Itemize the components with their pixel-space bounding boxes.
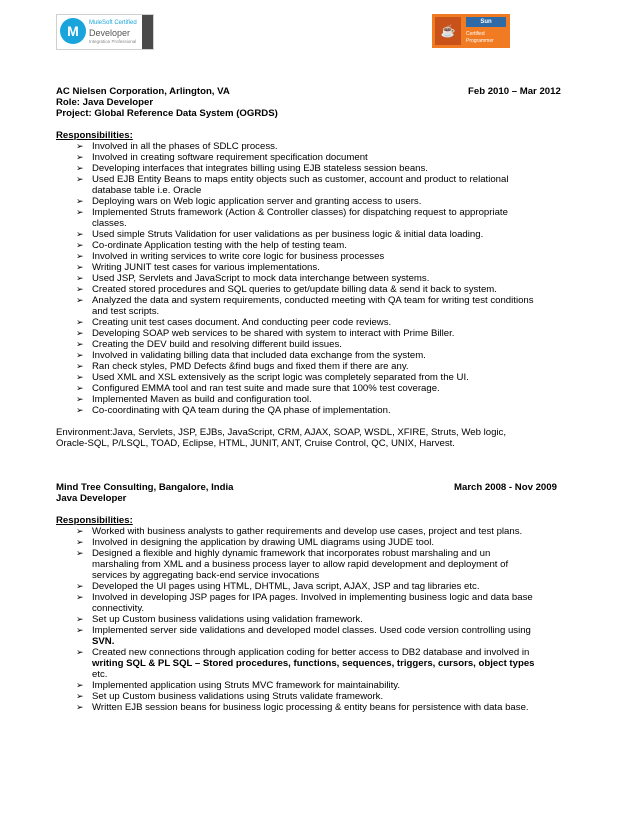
job1-responsibilities-heading: Responsibilities: — [56, 130, 133, 141]
bullet-arrow-icon: ➢ — [76, 328, 84, 338]
logo-left-sidebar — [142, 15, 153, 49]
list-item: Configured EMMA tool and ran test suite and made sure that 100% test coverage. — [92, 383, 440, 394]
list-item: Written EJB session beans for business logic processing & entity beans for persistence with data base. — [92, 702, 529, 713]
list-item: Developed the UI pages using HTML, DHTML, Java script, AJAX, JSP and tag libraries etc. — [92, 581, 480, 592]
list-item: Co-ordinate Application testing with the help of testing team. — [92, 240, 347, 251]
list-item: Used XML and XSL extensively as the script logic was completely separated from the UI. — [92, 372, 469, 383]
list-item: Involved in all the phases of SDLC process. — [92, 141, 278, 152]
list-item-continuation: SVN. — [92, 636, 115, 647]
job2-responsibilities-heading: Responsibilities: — [56, 515, 133, 526]
list-item: Involved in creating software requirement specification document — [92, 152, 368, 163]
list-item: Ran check styles, PMD Defects &find bugs and fixed them if there are any. — [92, 361, 409, 372]
list-item: Analyzed the data and system requirements, conducted meeting with QA team for writing test conditions — [92, 295, 534, 306]
job2-company: Mind Tree Consulting, Bangalore, India — [56, 482, 234, 493]
list-item: Created new connections through application coding for better access to DB2 database and involved in — [92, 647, 530, 658]
list-item: Used EJB Entity Beans to maps entity objects such as customer, account and product to relational — [92, 174, 509, 185]
certification-logo-right — [432, 14, 510, 48]
logo-left-line3: Integration Professional — [89, 39, 137, 44]
list-item: Co-coordinating with QA team during the QA phase of implementation. — [92, 405, 391, 416]
bullet-arrow-icon: ➢ — [76, 680, 84, 690]
list-item: Used simple Struts Validation for user validations as per business logic & initial data loading. — [92, 229, 484, 240]
bullet-arrow-icon: ➢ — [76, 295, 84, 305]
bullet-arrow-icon: ➢ — [76, 207, 84, 217]
bullet-arrow-icon: ➢ — [76, 691, 84, 701]
logo-left-line1: MuleSoft Certified — [89, 20, 137, 26]
logo-left-line2: Developer — [89, 28, 131, 38]
list-item: Involved in developing JSP pages for IPA pages. Involved in implementing business logic and data base — [92, 592, 533, 603]
bullet-arrow-icon: ➢ — [76, 394, 84, 404]
list-item: Created stored procedures and SQL queries to get/update billing data & send it back to system. — [92, 284, 497, 295]
bullet-arrow-icon: ➢ — [76, 702, 84, 712]
bullet-arrow-icon: ➢ — [76, 229, 84, 239]
list-item: Set up Custom business validations using validation framework. — [92, 614, 363, 625]
bullet-arrow-icon: ➢ — [76, 273, 84, 283]
bullet-arrow-icon: ➢ — [76, 537, 84, 547]
bullet-arrow-icon: ➢ — [76, 141, 84, 151]
bullet-arrow-icon: ➢ — [76, 339, 84, 349]
java-cup-icon: ☕ — [435, 17, 461, 45]
bullet-arrow-icon: ➢ — [76, 262, 84, 272]
list-item: Creating the DEV build and resolving different build issues. — [92, 339, 342, 350]
bullet-arrow-icon: ➢ — [76, 251, 84, 261]
job1-dates: Feb 2010 – Mar 2012 — [468, 86, 561, 97]
list-item: Set up Custom business validations using Struts validate framework. — [92, 691, 384, 702]
bullet-arrow-icon: ➢ — [76, 350, 84, 360]
bullet-arrow-icon: ➢ — [76, 163, 84, 173]
job1-environment-line1: Environment:Java, Servlets, JSP, EJBs, JavaScript, CRM, AJAX, SOAP, WSDL, XFIRE, Struts, Web logic, — [56, 427, 506, 438]
job1-company: AC Nielsen Corporation, Arlington, VA — [56, 86, 230, 97]
list-item-continuation: and test scripts. — [92, 306, 160, 317]
bullet-arrow-icon: ➢ — [76, 526, 84, 536]
bullet-arrow-icon: ➢ — [76, 372, 84, 382]
list-item: Involved in validating billing data that included data exchange from the system. — [92, 350, 426, 361]
bullet-arrow-icon: ➢ — [76, 240, 84, 250]
list-item-continuation: classes. — [92, 218, 127, 229]
list-item: Implemented Struts framework (Action & Controller classes) for dispatching request to appropriate — [92, 207, 508, 218]
job1-role: Role: Java Developer — [56, 97, 154, 108]
list-item-continuation: database table i.e. Oracle — [92, 185, 202, 196]
list-item: Designed a flexible and highly dynamic framework that incorporates robust marshaling and un — [92, 548, 491, 559]
list-item: Developing interfaces that integrates billing using EJB stateless session beans. — [92, 163, 428, 174]
list-item-continuation: marshaling from XML and a business process layer to allow rapid development and deployment of — [92, 559, 509, 570]
list-item: Implemented Maven as build and configuration tool. — [92, 394, 312, 405]
bullet-arrow-icon: ➢ — [76, 361, 84, 371]
logo-right-text: Certified Programmer — [466, 31, 494, 44]
certification-logo-left — [56, 14, 154, 50]
job1-environment-line2: Oracle-SQL, P/LSQL, TOAD, Eclipse, HTML, JUNIT, ANT, Cruise Control, QC, UNIX, Harvest. — [56, 438, 455, 449]
list-item: Developing SOAP web services to be shared with system to interact with Prime Biller. — [92, 328, 455, 339]
bullet-arrow-icon: ➢ — [76, 548, 84, 558]
job2-dates: March 2008 - Nov 2009 — [454, 482, 557, 493]
list-item: Implemented application using Struts MVC framework for maintainability. — [92, 680, 401, 691]
bullet-arrow-icon: ➢ — [76, 592, 84, 602]
list-item: Creating unit test cases document. And conducting peer code reviews. — [92, 317, 392, 328]
list-item: Involved in designing the application by drawing UML diagrams using JUDE tool. — [92, 537, 435, 548]
list-item-continuation: writing SQL & PL SQL – Stored procedures, functions, sequences, triggers, cursors, object types — [92, 658, 535, 669]
bullet-arrow-icon: ➢ — [76, 581, 84, 591]
list-item: Used JSP, Servlets and JavaScript to mock data interchange between systems. — [92, 273, 430, 284]
sun-badge: Sun — [466, 17, 506, 27]
list-item: Worked with business analysts to gather requirements and develop use cases, project and test plans. — [92, 526, 523, 537]
mulesoft-logo-icon: M — [60, 18, 86, 44]
list-item: Writing JUNIT test cases for various implementations. — [92, 262, 320, 273]
bullet-arrow-icon: ➢ — [76, 174, 84, 184]
list-item-continuation: etc. — [92, 669, 108, 680]
list-item-continuation: services by aggregating back-end service invocations — [92, 570, 320, 581]
bullet-arrow-icon: ➢ — [76, 383, 84, 393]
bullet-arrow-icon: ➢ — [76, 405, 84, 415]
list-item: Implemented server side validations and developed model classes. Used code version controlling using — [92, 625, 531, 636]
bullet-arrow-icon: ➢ — [76, 284, 84, 294]
bullet-arrow-icon: ➢ — [76, 152, 84, 162]
bullet-arrow-icon: ➢ — [76, 614, 84, 624]
job2-role: Java Developer — [56, 493, 127, 504]
list-item: Deploying wars on Web logic application server and granting access to users. — [92, 196, 422, 207]
job1-project: Project: Global Reference Data System (OGRDS) — [56, 108, 278, 119]
list-item-continuation: connectivity. — [92, 603, 145, 614]
list-item: Involved in writing services to write core logic for business processes — [92, 251, 385, 262]
bullet-arrow-icon: ➢ — [76, 317, 84, 327]
bullet-arrow-icon: ➢ — [76, 196, 84, 206]
bullet-arrow-icon: ➢ — [76, 625, 84, 635]
bullet-arrow-icon: ➢ — [76, 647, 84, 657]
